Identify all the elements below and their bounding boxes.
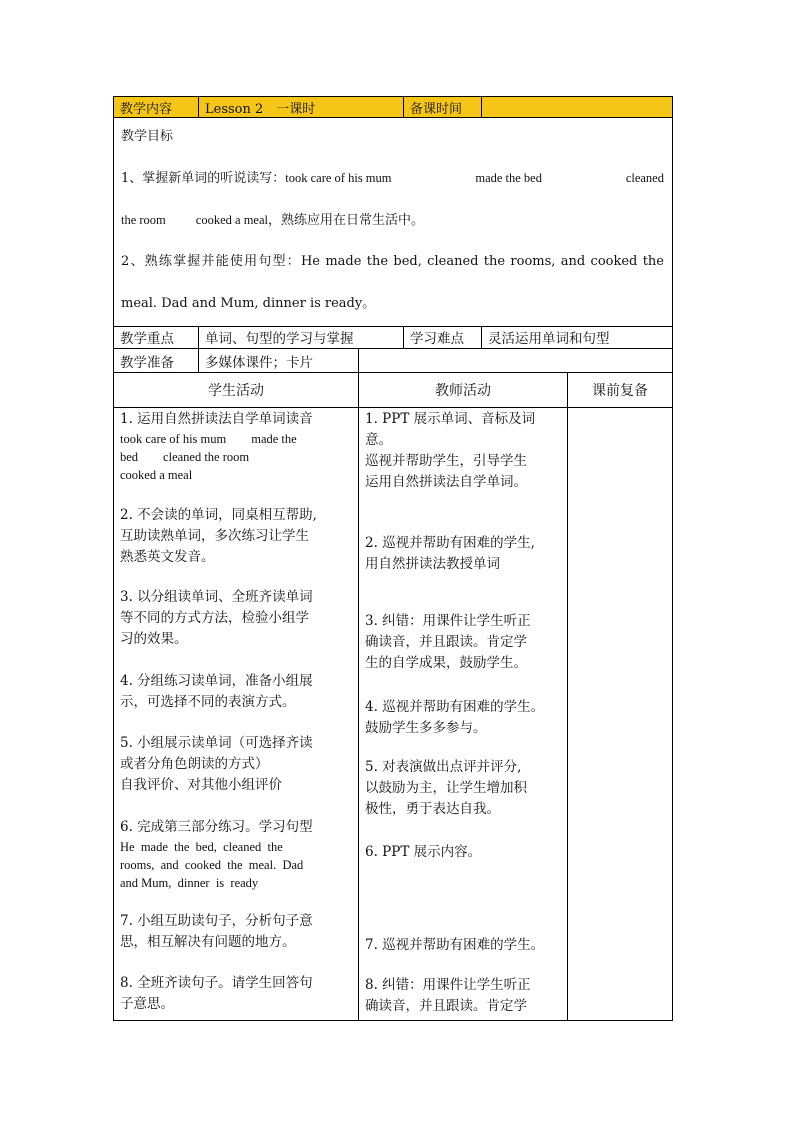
objective-1-prefix: 1、掌握新单词的听说读写：took care of his mum	[121, 171, 392, 186]
student-step-1: 1. 运用自然拼读法自学单词读音 took care of his mum made the bed cleaned the room cooked a meal	[120, 411, 313, 482]
student-step-4: 4. 分组练习读单词，准备小组展 示，可选择不同的表演方式。	[120, 673, 313, 710]
teacher-step-6: 6. PPT 展示内容。	[365, 844, 482, 860]
prep-time-value	[482, 97, 672, 117]
objective-2-line-1: 2、熟练掌握并能使用句型：He made the bed, cleaned the rooms, and cooked the	[121, 254, 664, 269]
student-step-7: 7. 小组互助读句子，分析句子意 思，相互解决有问题的地方。	[120, 913, 313, 950]
student-step-3: 3. 以分组读单词、全班齐读单词 等不同的方式方法，检验小组学 习的效果。	[120, 589, 313, 647]
teacher-step-3: 3. 纠错：用课件让学生听正 确读音，并且跟读。肯定学 生的自学成果，鼓励学生。	[365, 613, 531, 671]
header-divider	[114, 407, 672, 408]
column-divider	[358, 373, 359, 1020]
teacher-step-1: 1. PPT 展示单词、音标及词 意。 巡视并帮助学生，引导学生 运用自然拼读法自学单词。	[365, 411, 536, 490]
preparation-label: 教学准备	[114, 349, 199, 372]
focus-label: 教学重点	[114, 326, 199, 348]
difficulty-label: 学习难点	[404, 326, 482, 348]
column-divider	[567, 373, 568, 1020]
objective-1-line-2: the room cooked a meal，熟练应用在日常生活中。	[121, 213, 424, 228]
student-step-5: 5. 小组展示读单词（可选择齐读 或者分角色朗读的方式） 自我评价、对其他小组评价	[120, 735, 313, 793]
teacher-step-4: 4. 巡视并帮助有困难的学生。 鼓励学生多多参与。	[365, 699, 545, 736]
prep-time-label: 备课时间	[404, 97, 482, 117]
teacher-step-5: 5. 对表演做出点评并评分, 以鼓励为主，让学生增加积 极性，勇于表达自我。	[365, 759, 527, 817]
student-activity-header: 学生活动	[208, 383, 264, 399]
objective-1-word: cleaned	[625, 171, 664, 185]
student-step-8: 8. 全班齐读句子。请学生回答句 子意思。	[120, 975, 313, 1012]
student-step-6: 6. 完成第三部分练习。学习句型 He made the bed, cleaned the rooms, and cooked the meal. Dad and Mum, dinner is ready	[120, 819, 313, 890]
objectives-title: 教学目标	[121, 129, 174, 144]
header-row	[113, 96, 673, 118]
teacher-step-2: 2. 巡视并帮助有困难的学生, 用自然拼读法教授单词	[365, 535, 535, 572]
objective-1-word: made the bed	[475, 171, 542, 185]
teacher-step-7: 7. 巡视并帮助有困难的学生。	[365, 937, 545, 953]
focus-value: 单词、句型的学习与掌握	[199, 326, 404, 348]
content-label: 教学内容	[114, 97, 199, 117]
preparation-row	[113, 349, 673, 372]
activities-table	[113, 372, 673, 1021]
objective-2-line-2: meal. Dad and Mum, dinner is ready。	[121, 296, 376, 311]
teacher-step-8: 8. 纠错：用课件让学生听正 确读音，并且跟读。肯定学	[365, 977, 531, 1014]
teacher-activity-header: 教师活动	[435, 383, 491, 399]
key-points-row	[113, 326, 673, 349]
difficulty-value: 灵活运用单词和句型	[488, 331, 610, 347]
preparation-value: 多媒体课件；卡片	[199, 349, 359, 372]
lesson-title: Lesson 2 一课时	[199, 97, 404, 117]
review-header: 课前复备	[592, 383, 648, 399]
objectives-section	[113, 117, 673, 327]
student-step-2: 2. 不会读的单词，同桌相互帮助, 互助读熟单词，多次练习让学生 熟悉英文发音。	[120, 507, 317, 565]
objective-1-line-1	[121, 169, 664, 189]
